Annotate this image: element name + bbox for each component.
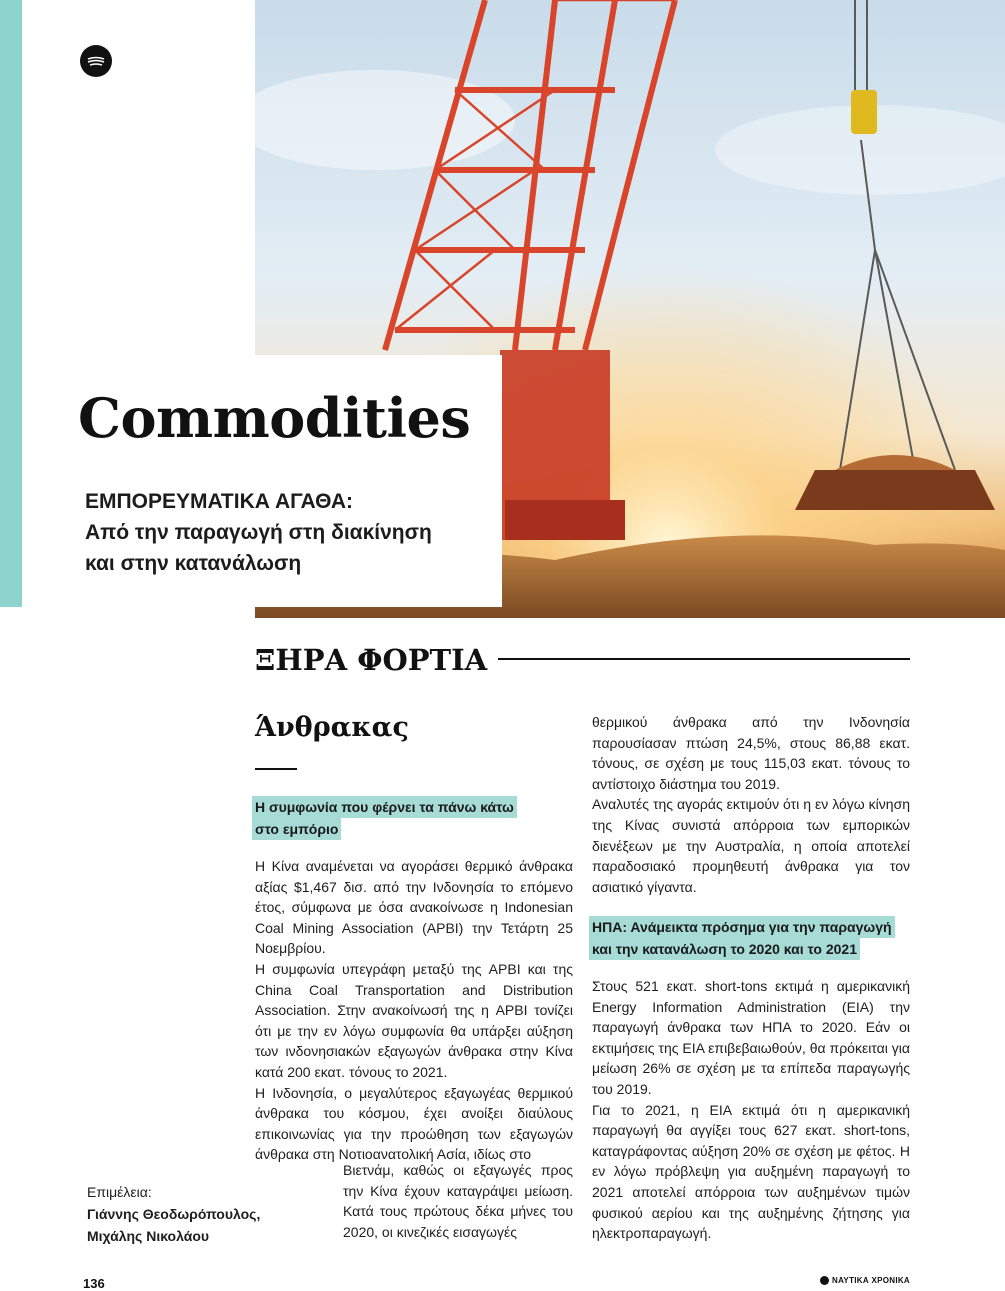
- highlight-line: στο εμπόριο: [252, 818, 341, 840]
- highlight-line: Η συμφωνία που φέρνει τα πάνω κάτω: [252, 796, 517, 818]
- highlight-heading-1: [252, 796, 517, 840]
- credits-label: Επιμέλεια:: [87, 1184, 152, 1200]
- article-column-2b: [592, 976, 910, 1244]
- brand-name: ΝΑΥΤΙΚΑ ΧΡΟΝΙΚΑ: [832, 1276, 910, 1285]
- paragraph: Αναλυτές της αγοράς εκτιμούν ότι η εν λόγω κίνηση της Κίνας συνιστά απόρροια των εμπορικών διενέξεων με την Αυστραλία, η οποία αποτελεί παραδοσιακό προμηθευτή άνθρακα για τον ασιατικό γίγαντα.: [592, 796, 910, 895]
- article-column-2: [592, 712, 910, 897]
- paragraph: Στους 521 εκατ. short-tons εκτιμά η αμερικανική Energy Information Administration (EIA) την παραγωγή άνθρακα των ΗΠΑ το 2020. Εάν οι εκτιμήσεις της EIA επιβεβαιωθούν, θα πρόκειται για μείωση 26% σε σχέση με τα επίπεδα παραγωγής του 2019.: [592, 978, 910, 1097]
- heading-divider: [255, 768, 297, 770]
- article-column-1-continuation: [343, 1160, 573, 1242]
- page-title: Commodities: [78, 386, 471, 450]
- page-number: 136: [83, 1276, 105, 1291]
- highlight-heading-2: [589, 916, 895, 960]
- brand-logo-icon: [820, 1276, 829, 1285]
- paragraph: Βιετνάμ, καθώς οι εξαγωγές προς την Κίνα έχουν καταγράψει μείωση. Κατά τους πρώτους δέκα μήνες του 2020, οι κινεζικές εισαγωγές: [343, 1162, 573, 1240]
- page-subtitle: [85, 486, 485, 579]
- accent-sidebar-bar: [0, 0, 22, 607]
- paragraph: Η Κίνα αναμένεται να αγοράσει θερμικό άνθρακα αξίας $1,467 δισ. από την Ινδονησία το επόμενο έτος, σύμφωνα με όσα ανακοίνωσε η Indonesian Coal Mining Association (APBI) την Τετάρτη 25 Νοεμβρίου.: [255, 858, 573, 957]
- highlight-line: ΗΠΑ: Ανάμεικτα πρόσημα για την παραγωγή: [589, 916, 895, 938]
- footer-brand: [820, 1276, 910, 1285]
- credits-name: Μιχάλης Νικολάου: [87, 1228, 210, 1244]
- subtitle-line: ΕΜΠΟΡΕΥΜΑΤΙΚΑ ΑΓΑΘΑ:: [85, 490, 354, 513]
- editor-credits: [87, 1181, 260, 1247]
- paragraph: Η συμφωνία υπεγράφη μεταξύ της APBI και της China Coal Transportation and Distribution Association. Στην ανακοίνωσή της η APBI τονίζει ότι με την εν λόγω συμφωνία θα υπάρξει αύξηση των ινδονησιακών εξαγωγών άνθρακα στην Κίνα κατά 200 εκατ. τόνους το 2021.: [255, 960, 573, 1080]
- paragraph: Η Ινδονησία, ο μεγαλύτερος εξαγωγέας θερμικού άνθρακα του κόσμου, έχει ανοίξει διαύλους επικοινωνίας για την προώθηση των εξαγωγών άνθρακα στη Νοτιοανατολική Ασία, ιδίως στο: [255, 1084, 573, 1163]
- paragraph: θερμικού άνθρακα από την Ινδονησία παρουσίασαν πτώση 24,5%, στους 86,88 εκατ. τόνους, σε σχέση με τους 115,03 εκατ. τόνους το αντίστοιχο διάστημα του 2019.: [592, 714, 910, 792]
- magazine-logo-icon: [80, 45, 112, 77]
- article-heading: Άνθρακας: [255, 712, 409, 743]
- section-divider: [498, 658, 910, 660]
- subtitle-line: Από την παραγωγή στη διακίνηση: [85, 521, 432, 544]
- credits-name: Γιάννης Θεοδωρόπουλος,: [87, 1206, 261, 1222]
- paragraph: Για το 2021, η EIA εκτιμά ότι η αμερικανική παραγωγή θα αγγίξει τους 627 εκατ. short-tons, καταγράφοντας αύξηση 20% σε σχέση με φέτος. Η εν λόγω πρόβλεψη για αυξημένη παραγωγή το 2021 αποτελεί απόρροια των αυξημένων τιμών φυσικού αερίου και της αυξημένης ζήτησης για ηλεκτροπαραγωγή.: [592, 1101, 910, 1242]
- subtitle-line: και στην κατανάλωση: [85, 552, 302, 575]
- section-title: ΞΗΡΑ ΦΟΡΤΙΑ: [255, 643, 488, 677]
- highlight-line: και την κατανάλωση το 2020 και το 2021: [589, 938, 860, 960]
- article-column-1: [255, 856, 573, 1165]
